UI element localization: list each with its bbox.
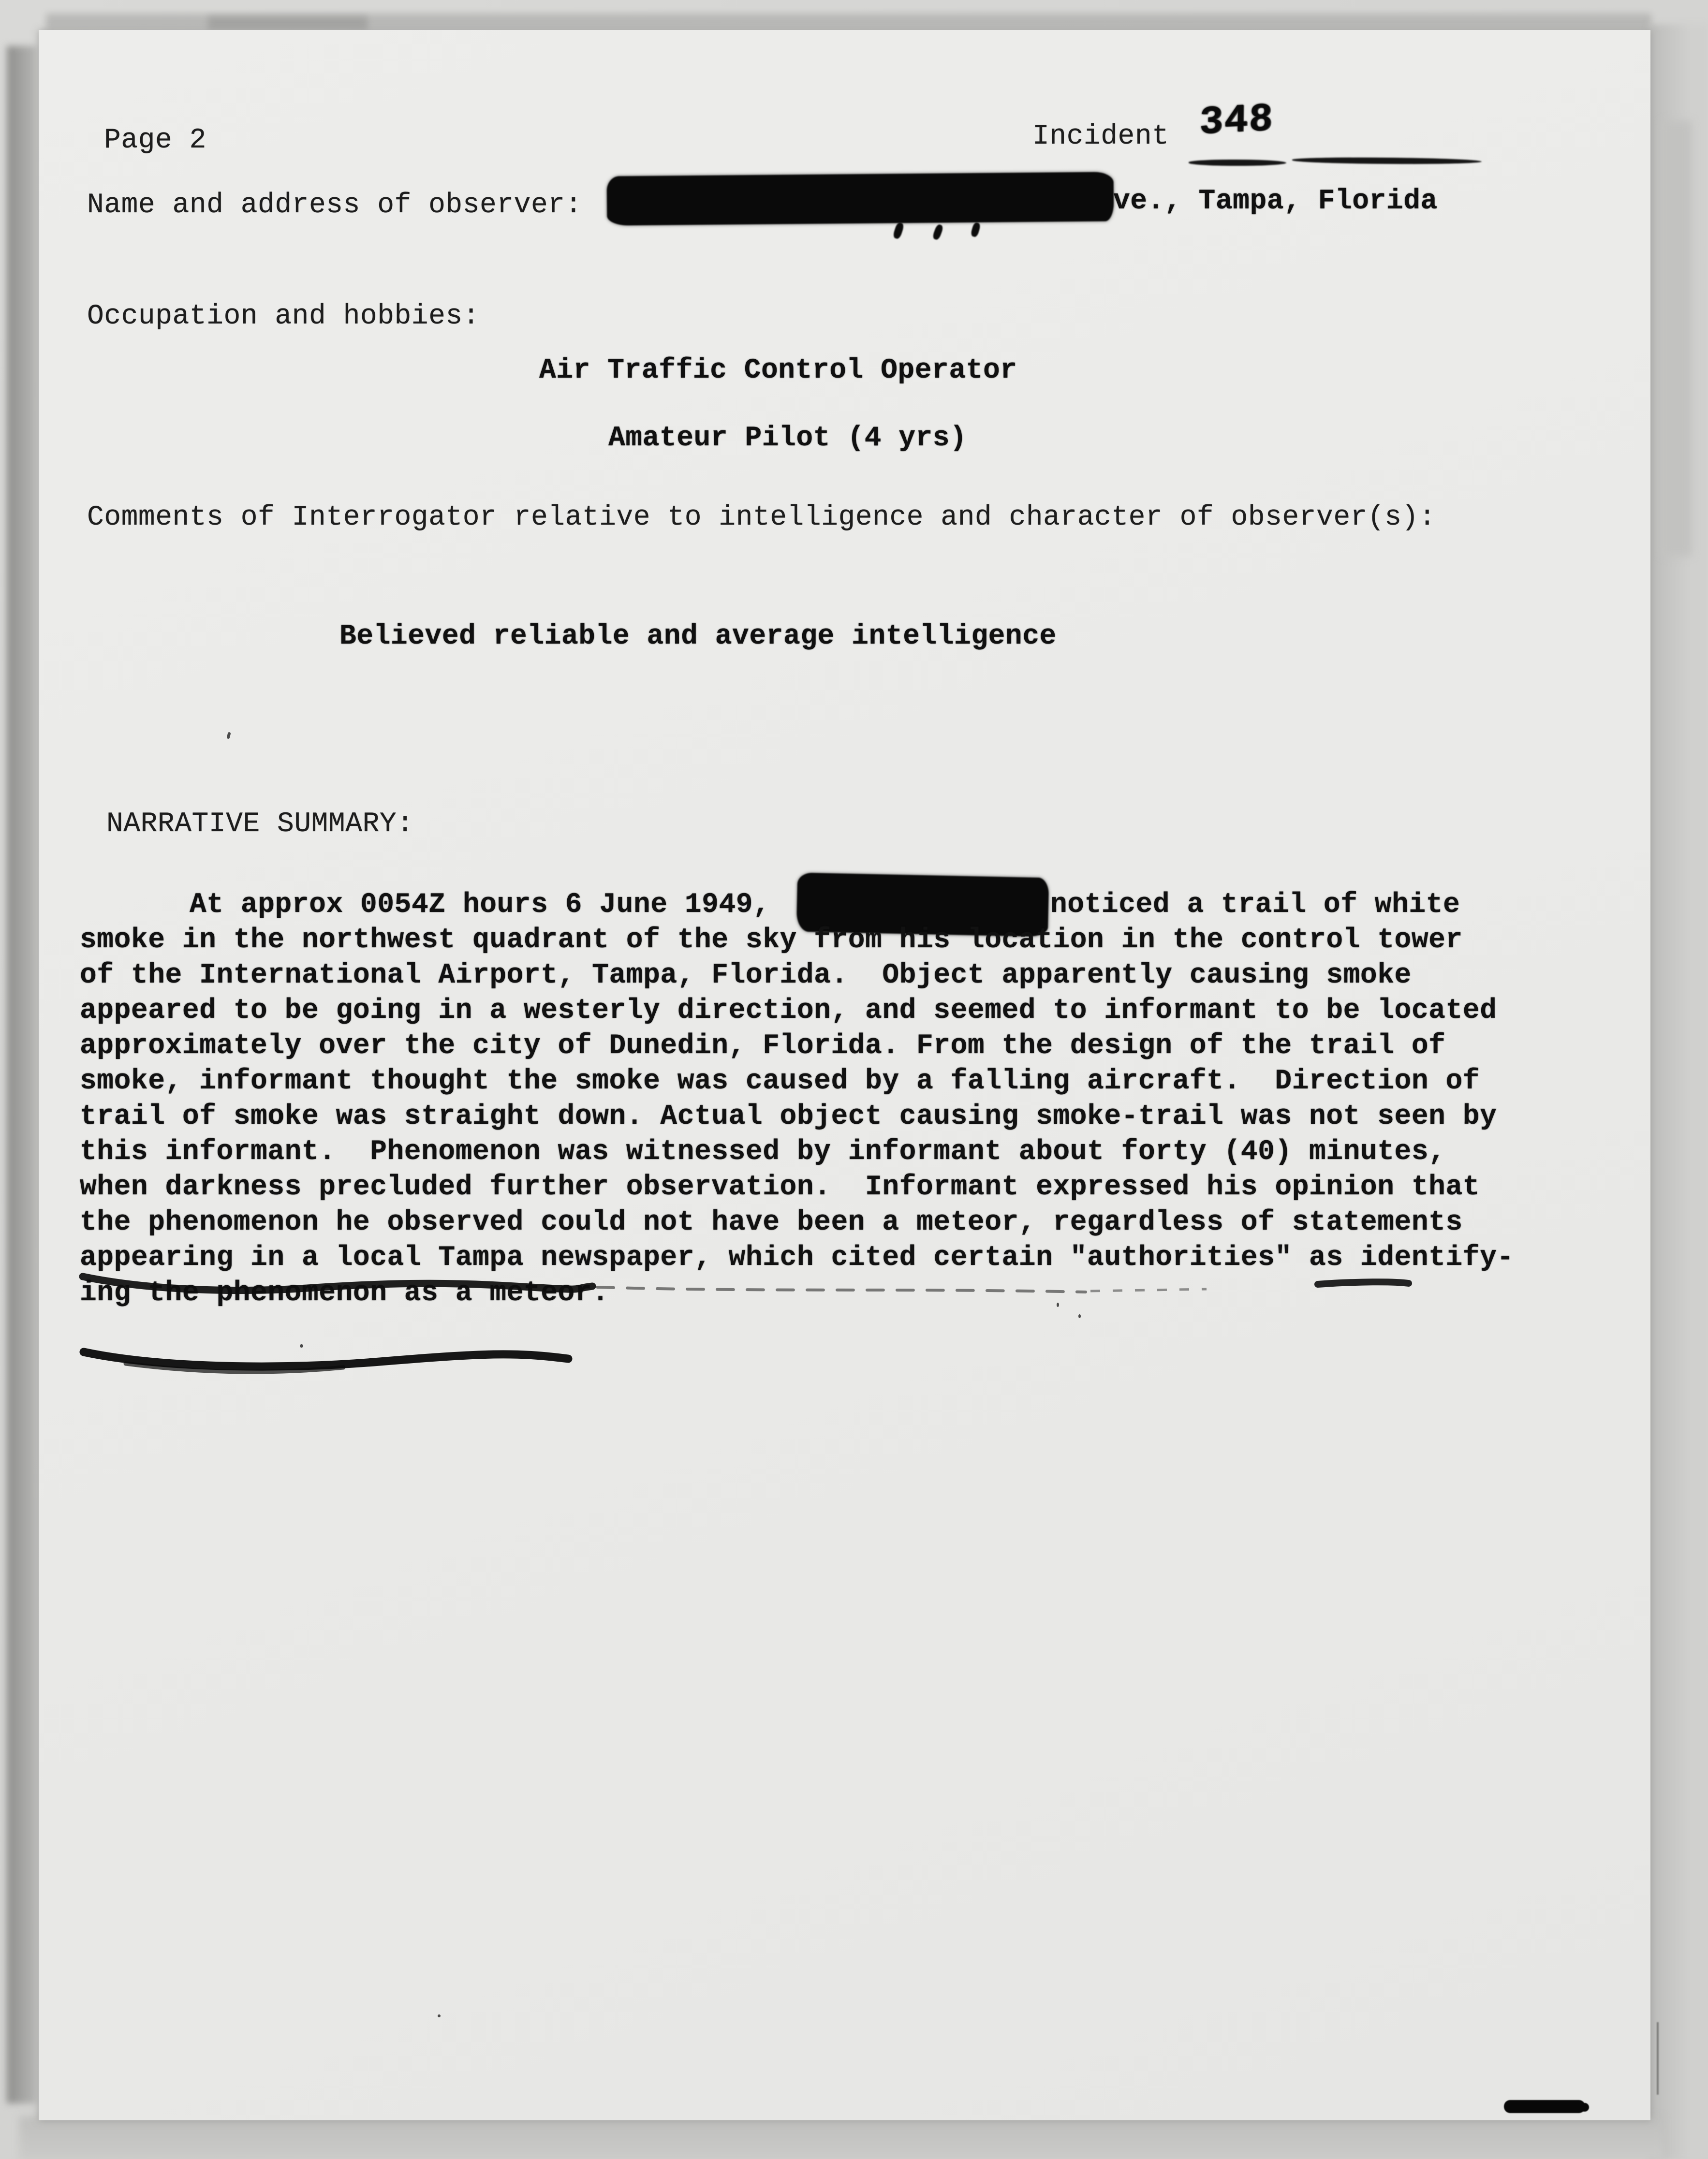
incident-underline-segment (1189, 160, 1286, 166)
redaction-ink-mark (970, 222, 981, 238)
interrogator-comments-value: Believed reliable and average intelligence (339, 621, 1057, 652)
ink-speck (438, 2014, 441, 2017)
scan-edge-line (1657, 2022, 1659, 2095)
scan-shadow-bottom (19, 2117, 1664, 2159)
interrogator-comments-label: Comments of Interrogator relative to intelligence and character of observer(s): (87, 502, 1436, 533)
narrative-line: appearing in a local Tampa newspaper, which cited certain "authorities" as identify- (80, 1242, 1514, 1274)
scan-shadow-right-core (1663, 121, 1692, 556)
redaction-ink-mark (932, 223, 944, 240)
hand-underline-line11 (80, 1264, 1414, 1303)
observer-address-visible: ve., Tampa, Florida (1113, 186, 1438, 217)
occupation-entry: Air Traffic Control Operator (539, 355, 1017, 386)
ink-speck (1057, 1303, 1059, 1307)
narrative-line: appeared to be going in a westerly direction, and seemed to informant to be located (80, 995, 1497, 1027)
ink-speck (1078, 1314, 1081, 1318)
narrative-line: this informant. Phenomenon was witnessed by informant about forty (40) minutes, (80, 1136, 1446, 1168)
ink-speck (300, 1344, 303, 1348)
redaction-ink-mark (892, 221, 905, 239)
narrative-line: ing the phenomenon as a meteor. (80, 1278, 609, 1309)
scanner-registration-mark (1504, 2100, 1585, 2113)
narrative-line: At approx 0054Z hours 6 June 1949, (190, 889, 770, 921)
narrative-line: of the International Airport, Tampa, Florida. Object apparently causing smoke (80, 960, 1412, 991)
narrative-line: the phenomenon he observed could not have been a meteor, regardless of statements (80, 1207, 1463, 1238)
incident-label: Incident (1032, 121, 1169, 152)
page-number: Page 2 (104, 125, 206, 156)
narrative-line: when darkness precluded further observation. Informant expressed his opinion that (80, 1172, 1480, 1203)
scan-shadow-left (7, 46, 37, 2103)
ink-speck (226, 732, 231, 739)
narrative-line: noticed a trail of white (1050, 889, 1460, 921)
occupation-label: Occupation and hobbies: (87, 301, 480, 332)
redaction-block-observer-name (607, 172, 1114, 225)
observer-name-label: Name and address of observer: (87, 190, 582, 221)
hand-underline-line12 (80, 1336, 636, 1379)
occupation-entry: Amateur Pilot (4 yrs) (608, 423, 967, 454)
document-page (39, 30, 1650, 2120)
incident-underline-segment (1292, 157, 1482, 165)
narrative-line: smoke in the northwest quadrant of the sky from his location in the control tower (80, 925, 1463, 956)
narrative-heading: NARRATIVE SUMMARY: (106, 808, 414, 840)
scan-shadow-top-dark (208, 16, 368, 29)
incident-number-handwritten: 348 (1199, 96, 1274, 146)
narrative-line: trail of smoke was straight down. Actual object causing smoke-trail was not seen by (80, 1101, 1497, 1132)
narrative-line: approximately over the city of Dunedin, Florida. From the design of the trail of (80, 1030, 1446, 1062)
narrative-line: smoke, informant thought the smoke was caused by a falling aircraft. Direction of (80, 1066, 1480, 1097)
